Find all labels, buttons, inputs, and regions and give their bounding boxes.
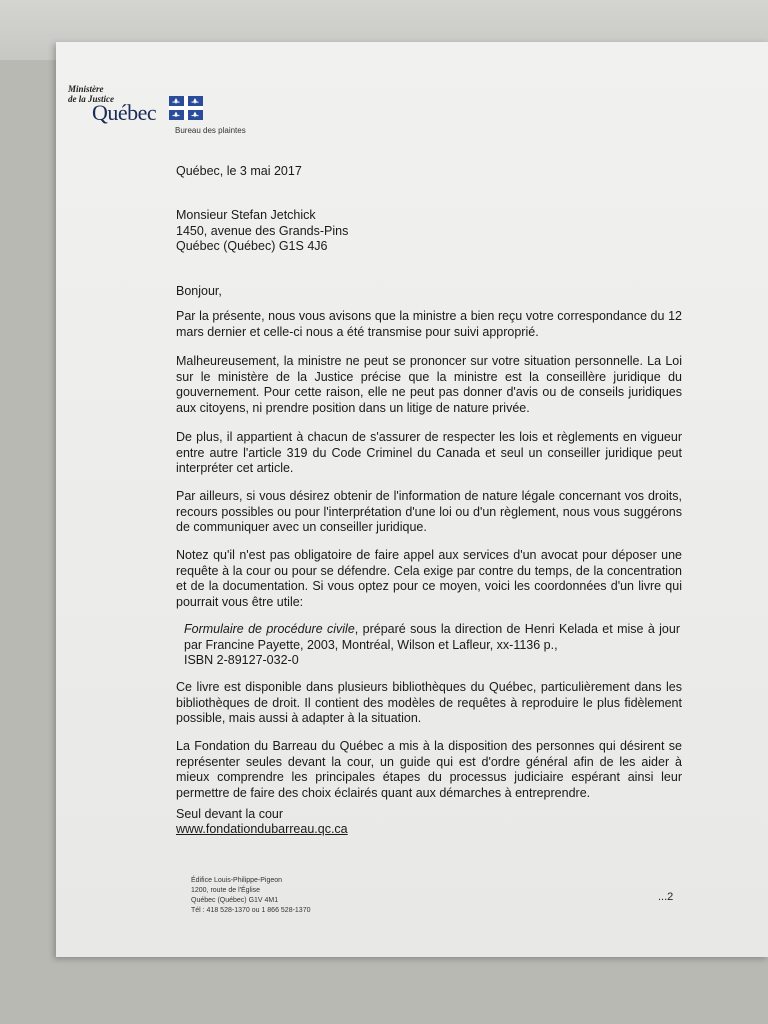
paragraph-laws: De plus, il appartient à chacun de s'assurer de respecter les lois et règlements en vigueur entre autre l'article 319 du Code Criminel du Canada et seul un conseiller juridique peut interpréter cet article. (176, 430, 682, 475)
recipient-street: 1450, avenue des Grands-Pins (176, 223, 349, 238)
footer-city: Québec (Québec) G1V 4M1 (191, 897, 279, 904)
paragraph-self-representation: Notez qu'il n'est pas obligatoire de faire appel aux services d'un avocat pour déposer une requête à la cour ou pour se défendre. Cela exige par contre du temps, de la concentration et de la documentation. Si vous optez pour ce moyen, voici les coordonnées d'un livre qui pourrait vous être utile: (176, 548, 682, 609)
footer-street: 1200, route de l'Église (191, 887, 261, 894)
foundation-link[interactable]: www.fondationdubarreau.qc.ca (176, 822, 348, 836)
fleurdelise-flag-icon (169, 96, 203, 120)
recipient-address (176, 208, 348, 255)
paragraph-legal-advice: Par ailleurs, si vous désirez obtenir de l'information de nature légale concernant vos droits, recours possibles ou pour l'interprétation d'une loi ou d'un règlement, nous vous suggérons de communiquer avec un conseiller juridique. (176, 489, 682, 534)
book-details: , préparé sous la direction de Henri Kelada et mise à jour par Francine Payette, 2003, Montréal, Wilson et Lafleur, xx-1136 p., (184, 622, 680, 652)
greeting: Bonjour, (176, 284, 222, 298)
page-continuation-marker: ...2 (658, 891, 674, 903)
recipient-city: Québec (Québec) G1S 4J6 (176, 239, 328, 253)
footer-phone: Tél : 418 528-1370 ou 1 866 528-1370 (191, 907, 311, 914)
quebec-wordmark: Québec (92, 100, 157, 125)
paragraph-no-opinion: Malheureusement, la ministre ne peut se prononcer sur votre situation personnelle. La Loi sur le ministère de la Justice précise que la ministre est la conseillère juridique du gouvernement. Pour cette raison, elle ne peut pas donner d'avis ou de conseils juridiques aux citoyens, ni prendre position dans un litige de nature privée. (176, 354, 682, 415)
letter-date: Québec, le 3 mai 2017 (176, 164, 302, 178)
ministry-logo (68, 84, 258, 140)
footer-address (191, 876, 311, 916)
book-reference (184, 622, 680, 669)
book-isbn: ISBN 2-89127-032-0 (184, 653, 299, 667)
ministry-name: Ministère de la Justice (68, 84, 114, 104)
footer-building: Édifice Louis-Philippe-Pigeon (191, 877, 283, 884)
book-title: Formulaire de procédure civile (184, 622, 355, 636)
guide-title: Seul devant la cour (176, 807, 284, 821)
recipient-name: Monsieur Stefan Jetchick (176, 208, 316, 222)
paragraph-foundation: La Fondation du Barreau du Québec a mis à la disposition des personnes qui désirent se représenter seules devant la cour, un guide qui est d'ordre général afin de les aider à mieux comprendre les principales étapes du processus judiciaire espérant ainsi leur permettre de faire des choix éclairés quant aux démarches à entreprendre. (176, 739, 682, 800)
paragraph-acknowledgement: Par la présente, nous vous avisons que la ministre a bien reçu votre correspondance du 12 mars dernier et celle-ci nous a été transmise pour suivi approprié. (176, 309, 682, 339)
office-name: Bureau des plaintes (175, 126, 246, 135)
paragraph-library: Ce livre est disponible dans plusieurs bibliothèques du Québec, particulièrement dans les bibliothèques de droit. Il contient des modèles de requêtes à reproduire le plus fidèlement possible, mais aussi à adapter à la situation. (176, 680, 682, 725)
